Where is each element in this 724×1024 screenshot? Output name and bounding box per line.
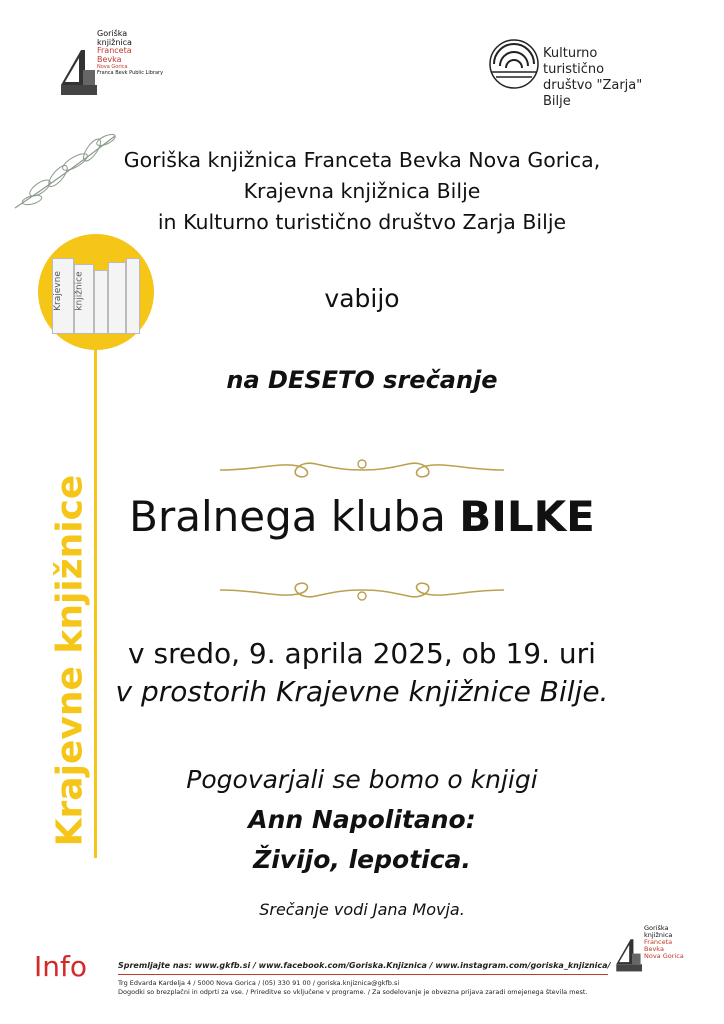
- library-building-icon: [55, 30, 97, 100]
- book-info: [0, 760, 724, 880]
- logo-text-line: Franceta: [644, 938, 673, 946]
- footer-divider: [118, 974, 608, 975]
- logo-text-line: Bevka: [97, 54, 122, 64]
- society-name-line: Kulturno turistično: [543, 46, 605, 77]
- organizer-line: Goriška knjižnica Franceta Bevka Nova Gorica,: [123, 148, 601, 172]
- footer-note: Dogodki so brezplačni in odprti za vse. / Prireditve so vključene v programe. / Za sodelovanje je obvezna prijava zaradi omejenega števila mest.: [118, 988, 588, 996]
- ornament-divider-icon: [218, 452, 506, 488]
- logo-text-line: knjižnica: [644, 931, 673, 939]
- vertical-title: Krajevne knjižnice: [49, 474, 91, 847]
- event-location: v prostorih Krajevne knjižnice Bilje.: [115, 675, 609, 708]
- book-intro: Pogovarjali se bomo o knjigi: [186, 765, 538, 794]
- logo-text-line: Franca Bevk Public Library: [97, 70, 164, 76]
- footer-address: Trg Edvarda Kardelja 4 / 5000 Nova Gorica / (05) 330 91 00 / goriska.knjiznica@gkfb.si: [118, 979, 400, 987]
- book-spine-label: Krajevne: [52, 271, 63, 311]
- footer-library-logo: [612, 925, 712, 975]
- logo-text-line: Nova Gorica: [644, 952, 684, 960]
- event-details: [0, 635, 724, 711]
- book-spine-label: knjižnice: [74, 271, 85, 311]
- host-line: Srečanje vodi Jana Movja.: [259, 900, 465, 919]
- book-title: Živijo, lepotica.: [253, 845, 471, 874]
- club-title: [0, 492, 724, 541]
- organizer-line: Krajevna knjižnica Bilje: [243, 179, 481, 203]
- invite-word: vabijo: [324, 284, 400, 313]
- book-author: Ann Napolitano:: [248, 805, 476, 834]
- footer-links: Spremljajte nas: www.gkfb.si / www.facebook.com/Goriska.Knjiznica / www.instagram.com/goriska_knjiznica/: [118, 961, 611, 970]
- logo-text-line: Nova Gorica: [97, 64, 128, 70]
- organizers: [0, 145, 724, 238]
- society-logo: [488, 38, 658, 109]
- event-datetime: v sredo, 9. aprila 2025, ob 19. uri: [128, 637, 596, 670]
- logo-text-line: Bevka: [644, 945, 664, 953]
- logo-text-line: Goriška: [644, 924, 669, 932]
- club-title-prefix: Bralnega kluba: [129, 492, 460, 541]
- sunrise-rings-icon: [488, 38, 540, 90]
- library-logo: [55, 30, 195, 105]
- logo-text-line: Goriška: [97, 29, 128, 38]
- organizer-line: in Kulturno turistično društvo Zarja Bilje: [157, 210, 567, 234]
- ornament-divider-icon: [218, 572, 506, 608]
- club-name: BILKE: [459, 492, 595, 541]
- logo-text-line: Franceta: [97, 46, 132, 55]
- society-name-line: društvo "Zarja" Bilje: [543, 78, 643, 109]
- logo-text-line: knjižnica: [97, 37, 132, 47]
- library-building-icon: [612, 925, 642, 975]
- meeting-number: na DESETO srečanje: [226, 366, 498, 394]
- info-label: Info: [34, 950, 87, 983]
